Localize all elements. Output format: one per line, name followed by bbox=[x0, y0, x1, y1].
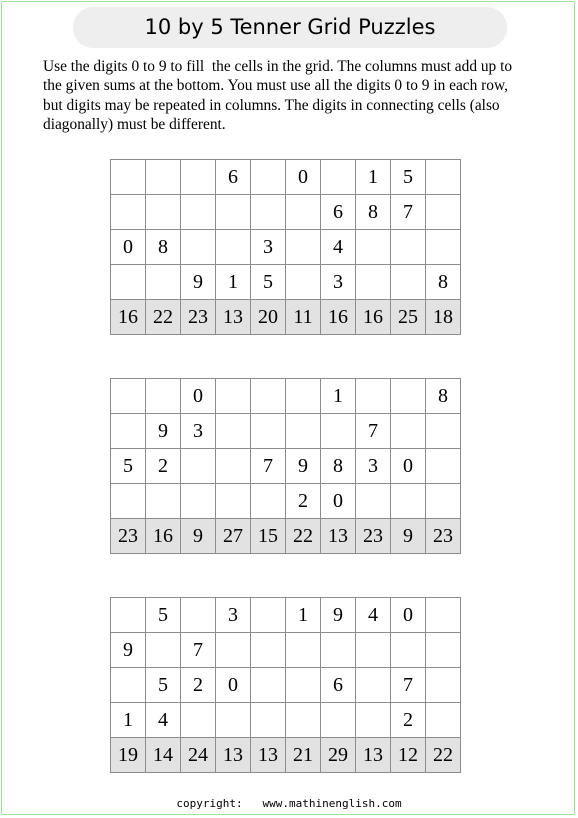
column-sum-cell: 11 bbox=[286, 300, 321, 335]
grid-cell[interactable] bbox=[146, 195, 181, 230]
grid-cell[interactable] bbox=[391, 379, 426, 414]
grid-cell[interactable] bbox=[391, 414, 426, 449]
grid-cell[interactable] bbox=[356, 265, 391, 300]
grid-cell[interactable]: 4 bbox=[146, 703, 181, 738]
column-sum-cell: 12 bbox=[391, 738, 426, 773]
grid-row bbox=[111, 160, 461, 195]
grid-cell[interactable]: 3 bbox=[181, 414, 216, 449]
grid-row bbox=[111, 195, 461, 230]
grid-cell[interactable] bbox=[111, 414, 146, 449]
grid-row bbox=[111, 449, 461, 484]
grid-cell[interactable] bbox=[111, 668, 146, 703]
copyright-footer: copyright: www.mathinenglish.com bbox=[176, 797, 402, 810]
grid-cell[interactable] bbox=[426, 484, 461, 519]
grid-cell[interactable] bbox=[321, 703, 356, 738]
grid-cell[interactable] bbox=[146, 160, 181, 195]
column-sum-cell: 9 bbox=[391, 519, 426, 554]
grid-cell[interactable] bbox=[251, 633, 286, 668]
grid-cell[interactable] bbox=[251, 160, 286, 195]
column-sum-cell: 23 bbox=[356, 519, 391, 554]
instructions-text: Use the digits 0 to 9 to fill the cells in the grid. The columns must add up to the given sums at the bottom. You must use all the digits 0 to 9 in each row, but digits may be repeated in columns. The digits in connecting cells (also diagonally) must be different. bbox=[43, 58, 513, 133]
grid-row bbox=[111, 703, 461, 738]
column-sum-cell: 13 bbox=[216, 738, 251, 773]
grid-cell[interactable]: 9 bbox=[321, 598, 356, 633]
grid-cell[interactable] bbox=[426, 668, 461, 703]
column-sum-cell: 23 bbox=[426, 519, 461, 554]
grid-cell[interactable] bbox=[181, 484, 216, 519]
grid-cell[interactable]: 5 bbox=[111, 449, 146, 484]
grid-cell[interactable] bbox=[216, 230, 251, 265]
column-sum-cell: 16 bbox=[111, 300, 146, 335]
grid-cell[interactable]: 0 bbox=[391, 598, 426, 633]
column-sum-cell: 24 bbox=[181, 738, 216, 773]
grid-cell[interactable]: 1 bbox=[286, 598, 321, 633]
grid-cell[interactable] bbox=[426, 160, 461, 195]
grid-row bbox=[111, 265, 461, 300]
grid-cell[interactable]: 7 bbox=[251, 449, 286, 484]
grid-cell[interactable] bbox=[251, 195, 286, 230]
grid-cell[interactable]: 1 bbox=[216, 265, 251, 300]
grid-cell[interactable] bbox=[391, 265, 426, 300]
column-sum-cell: 27 bbox=[216, 519, 251, 554]
grid-cell[interactable]: 3 bbox=[321, 265, 356, 300]
grid-cell[interactable] bbox=[111, 379, 146, 414]
grid-cell[interactable] bbox=[146, 379, 181, 414]
grid-cell[interactable] bbox=[181, 449, 216, 484]
column-sum-cell: 19 bbox=[111, 738, 146, 773]
grid-row bbox=[111, 668, 461, 703]
grid-cell[interactable]: 0 bbox=[181, 379, 216, 414]
grid-cell[interactable]: 2 bbox=[286, 484, 321, 519]
grid-cell[interactable]: 5 bbox=[391, 160, 426, 195]
column-sum-cell: 15 bbox=[251, 519, 286, 554]
grid-row bbox=[111, 484, 461, 519]
tenner-grid-2 bbox=[110, 378, 461, 554]
column-sum-cell: 14 bbox=[146, 738, 181, 773]
column-sum-cell: 22 bbox=[146, 300, 181, 335]
grid-cell[interactable]: 5 bbox=[146, 668, 181, 703]
grid-cell[interactable]: 9 bbox=[181, 265, 216, 300]
grid-cell[interactable]: 9 bbox=[111, 633, 146, 668]
column-sum-cell: 13 bbox=[216, 300, 251, 335]
page-title: 10 by 5 Tenner Grid Puzzles bbox=[73, 7, 507, 48]
grid-cell[interactable]: 7 bbox=[391, 195, 426, 230]
column-sum-cell: 16 bbox=[146, 519, 181, 554]
grid-cell[interactable] bbox=[216, 633, 251, 668]
grid-cell[interactable] bbox=[111, 195, 146, 230]
grid-cell[interactable] bbox=[251, 668, 286, 703]
grid-cell[interactable]: 2 bbox=[146, 449, 181, 484]
column-sum-cell: 13 bbox=[321, 519, 356, 554]
grid-cell[interactable]: 7 bbox=[391, 668, 426, 703]
grid-cell[interactable]: 8 bbox=[426, 379, 461, 414]
column-sums-row bbox=[111, 300, 461, 335]
grid-cell[interactable]: 7 bbox=[181, 633, 216, 668]
grid-cell[interactable] bbox=[146, 265, 181, 300]
column-sum-cell: 21 bbox=[286, 738, 321, 773]
grid-cell[interactable] bbox=[181, 598, 216, 633]
grid-row bbox=[111, 414, 461, 449]
grid-cell[interactable] bbox=[216, 195, 251, 230]
grid-cell[interactable]: 2 bbox=[181, 668, 216, 703]
column-sum-cell: 13 bbox=[356, 738, 391, 773]
grid-cell[interactable] bbox=[286, 633, 321, 668]
grid-cell[interactable]: 0 bbox=[111, 230, 146, 265]
grid-row bbox=[111, 633, 461, 668]
grid-cell[interactable] bbox=[286, 230, 321, 265]
grid-cell[interactable]: 9 bbox=[146, 414, 181, 449]
grid-cell[interactable]: 0 bbox=[391, 449, 426, 484]
grid-cell[interactable]: 8 bbox=[426, 265, 461, 300]
grid-cell[interactable] bbox=[111, 160, 146, 195]
grid-cell[interactable]: 3 bbox=[356, 449, 391, 484]
grid-cell[interactable] bbox=[111, 598, 146, 633]
grid-cell[interactable] bbox=[216, 484, 251, 519]
grid-cell[interactable] bbox=[391, 484, 426, 519]
grid-row bbox=[111, 230, 461, 265]
grid-cell[interactable]: 0 bbox=[286, 160, 321, 195]
grid-cell[interactable] bbox=[426, 633, 461, 668]
grid-cell[interactable] bbox=[286, 265, 321, 300]
grid-cell[interactable] bbox=[426, 703, 461, 738]
grid-cell[interactable] bbox=[286, 414, 321, 449]
grid-cell[interactable] bbox=[216, 703, 251, 738]
grid-cell[interactable]: 6 bbox=[321, 195, 356, 230]
grid-cell[interactable] bbox=[356, 633, 391, 668]
grid-cell[interactable] bbox=[391, 633, 426, 668]
column-sum-cell: 23 bbox=[181, 300, 216, 335]
grid-cell[interactable]: 2 bbox=[391, 703, 426, 738]
grid-cell[interactable]: 8 bbox=[356, 195, 391, 230]
grid-cell[interactable] bbox=[286, 379, 321, 414]
grid-cell[interactable] bbox=[356, 703, 391, 738]
grid-cell[interactable] bbox=[251, 484, 286, 519]
grid-cell[interactable] bbox=[321, 160, 356, 195]
column-sum-cell: 22 bbox=[426, 738, 461, 773]
grid-cell[interactable]: 4 bbox=[321, 230, 356, 265]
grid-cell[interactable] bbox=[251, 379, 286, 414]
column-sum-cell: 25 bbox=[391, 300, 426, 335]
grid-cell[interactable]: 6 bbox=[321, 668, 356, 703]
grid-cell[interactable]: 8 bbox=[321, 449, 356, 484]
column-sum-cell: 18 bbox=[426, 300, 461, 335]
grid-cell[interactable]: 5 bbox=[146, 598, 181, 633]
grid-cell[interactable]: 1 bbox=[356, 160, 391, 195]
column-sum-cell: 23 bbox=[111, 519, 146, 554]
grid-cell[interactable]: 0 bbox=[321, 484, 356, 519]
column-sums-row bbox=[111, 519, 461, 554]
grid-cell[interactable] bbox=[181, 195, 216, 230]
grid-cell[interactable] bbox=[216, 414, 251, 449]
grid-cell[interactable] bbox=[426, 195, 461, 230]
grid-cell[interactable] bbox=[111, 484, 146, 519]
grid-cell[interactable]: 6 bbox=[216, 160, 251, 195]
grid-cell[interactable]: 7 bbox=[356, 414, 391, 449]
grid-cell[interactable] bbox=[181, 230, 216, 265]
grid-cell[interactable] bbox=[146, 484, 181, 519]
column-sum-cell: 22 bbox=[286, 519, 321, 554]
grid-cell[interactable] bbox=[111, 265, 146, 300]
grid-cell[interactable] bbox=[146, 633, 181, 668]
grid-cell[interactable] bbox=[356, 379, 391, 414]
column-sum-cell: 16 bbox=[321, 300, 356, 335]
grid-cell[interactable] bbox=[426, 230, 461, 265]
grid-cell[interactable] bbox=[356, 668, 391, 703]
grid-cell[interactable] bbox=[216, 449, 251, 484]
column-sum-cell: 13 bbox=[251, 738, 286, 773]
grid-row bbox=[111, 598, 461, 633]
grid-cell[interactable] bbox=[286, 668, 321, 703]
grid-cell[interactable] bbox=[426, 414, 461, 449]
column-sums-row bbox=[111, 738, 461, 773]
grid-cell[interactable] bbox=[251, 598, 286, 633]
column-sum-cell: 9 bbox=[181, 519, 216, 554]
grid-cell[interactable]: 4 bbox=[356, 598, 391, 633]
grid-cell[interactable]: 1 bbox=[321, 379, 356, 414]
grid-cell[interactable] bbox=[181, 160, 216, 195]
tenner-grid-3 bbox=[110, 597, 461, 773]
grid-cell[interactable] bbox=[286, 703, 321, 738]
grid-cell[interactable] bbox=[251, 703, 286, 738]
grid-cell[interactable] bbox=[356, 484, 391, 519]
grid-cell[interactable]: 8 bbox=[146, 230, 181, 265]
tenner-grid-1 bbox=[110, 159, 461, 335]
grid-cell[interactable] bbox=[216, 379, 251, 414]
grid-cell[interactable]: 3 bbox=[251, 230, 286, 265]
column-sum-cell: 20 bbox=[251, 300, 286, 335]
grid-cell[interactable]: 1 bbox=[111, 703, 146, 738]
grid-cell[interactable] bbox=[426, 449, 461, 484]
grid-cell[interactable] bbox=[321, 414, 356, 449]
grid-cell[interactable] bbox=[286, 195, 321, 230]
grid-cell[interactable]: 3 bbox=[216, 598, 251, 633]
grid-cell[interactable] bbox=[321, 633, 356, 668]
grid-row bbox=[111, 379, 461, 414]
column-sum-cell: 29 bbox=[321, 738, 356, 773]
grid-cell[interactable] bbox=[181, 703, 216, 738]
grid-cell[interactable] bbox=[251, 414, 286, 449]
grid-cell[interactable]: 5 bbox=[251, 265, 286, 300]
grid-cell[interactable] bbox=[391, 230, 426, 265]
grid-cell[interactable] bbox=[426, 598, 461, 633]
grid-cell[interactable]: 0 bbox=[216, 668, 251, 703]
column-sum-cell: 16 bbox=[356, 300, 391, 335]
grid-cell[interactable] bbox=[356, 230, 391, 265]
grid-cell[interactable]: 9 bbox=[286, 449, 321, 484]
